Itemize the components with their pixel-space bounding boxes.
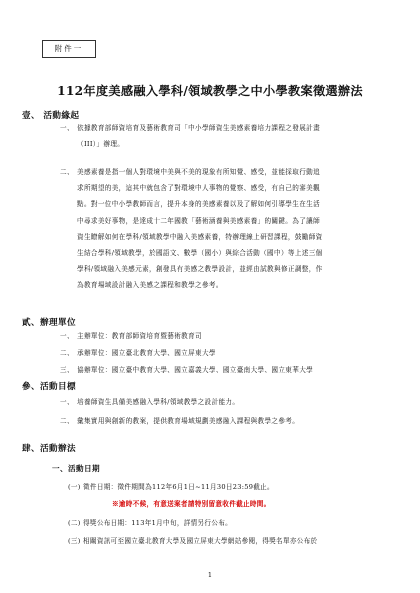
page-number: 1: [207, 571, 213, 579]
sub-heading-activity-dates: 一、活動日期: [52, 464, 100, 473]
organizer-item-3: [60, 362, 400, 378]
section-heading-organizers: 貳、辦理單位: [22, 318, 76, 328]
text-line: 為教育場域設計融入美感之課程和教學之參考。: [77, 281, 223, 290]
text-line: 求所期望的美，這其中就包含了對環境中人事物的覺察、感受，有自己的審美觀: [77, 184, 321, 193]
objective-text: 彙集實用與創新的教案，提供教育場域規劃美感融入課程與教學之參考。: [77, 417, 300, 425]
related-info: (三) 相關資訊可至國立臺北教育大學及國立屏東大學網站參閱，得獎名單亦公布於: [68, 537, 318, 545]
text-line: 依據教育部師資培育及藝術教育司「中小學師資生美感素養培力課程之發展計畫: [77, 124, 321, 132]
item-number: 三、: [60, 366, 74, 374]
section-heading-objectives: 參、活動目標: [22, 382, 76, 392]
objective-item-2: [60, 413, 400, 429]
award-announcement-date: (二) 得獎公布日期：113年1月中旬，詳情另行公布。: [68, 519, 232, 527]
text-line: （III）」辦理。: [77, 140, 125, 149]
text-line: 學科/領域融入美感元素，創發具有美感之教學設計，並經由試教與修正調整，作: [77, 265, 323, 274]
organizer-item-2: [60, 345, 400, 361]
origin-item-1: [60, 120, 390, 152]
submission-date: (一) 徵件日期：徵件期間為112年6月1日~11月30日23:59截止。: [68, 483, 274, 491]
organizer-item-1: [60, 328, 400, 344]
text-line: 點。對一位中小學教師而言，提升本身的美感素養以及了解如何引導學生在生活: [77, 200, 321, 209]
item-number: 一、: [60, 124, 74, 132]
document-title: 112年度美感融入學科/領域教學之中小學教案徵選辦法: [57, 84, 363, 98]
origin-item-2: [60, 164, 390, 294]
item-number: 一、: [60, 332, 74, 340]
item-number: 二、: [60, 417, 74, 425]
organizer-text: 主辦單位：教育部師資培育暨藝術教育司: [77, 332, 202, 340]
objective-item-1: [60, 394, 400, 410]
organizer-text: 承辦單位：國立臺北教育大學、國立屏東大學: [77, 349, 216, 357]
text-line: 資生瞭解如何在學科/領域教學中融入美感素養，特辦理線上研習課程，鼓勵師資: [77, 232, 323, 241]
item-number: 二、: [60, 349, 74, 357]
section-heading-origin: 壹、 活動緣起: [22, 111, 80, 121]
objective-text: 培養師資生具備美感融入學科/領域教學之設計能力。: [77, 398, 240, 406]
item-number: 二、: [60, 168, 74, 176]
item-number: 一、: [60, 398, 74, 406]
text-line: 中尋求美好事物，是達成十二年國教「藝術涵養與美感素養」的關鍵。為了讓師: [77, 216, 321, 225]
text-line: 生結合學科/領域教學，於國語文、數學（國小）與綜合活動（國中）等上述三個: [77, 249, 323, 258]
organizer-text: 協辦單位：國立臺中教育大學、國立嘉義大學、國立臺南大學、國立東華大學: [77, 366, 314, 374]
deadline-warning-note: ※逾時不候，有意送案者請特別留意收件截止時間。: [112, 500, 271, 508]
attachment-label: 附件一: [42, 40, 96, 58]
section-heading-methods: 肆、活動辦法: [22, 444, 76, 454]
text-line: 美感素養是指一個人對環境中美與不美的現象有所知覺、感受，並能採取行動追: [77, 168, 321, 176]
